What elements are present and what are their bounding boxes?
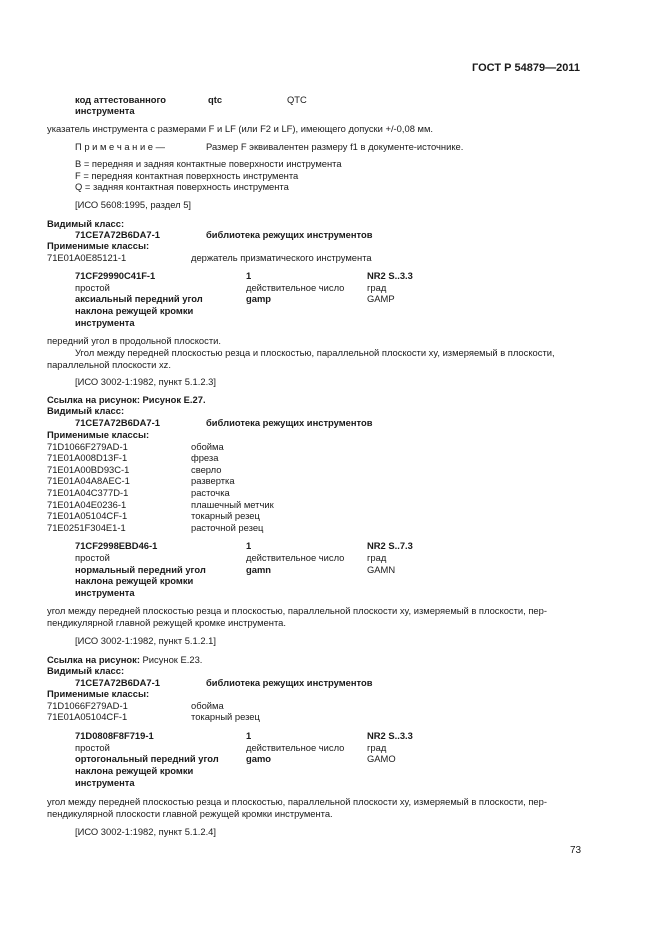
definition: угол между передней плоскостью резца и плоскостью, параллельной плоскости xy, измеряемый в плоскости, пер-	[47, 605, 547, 616]
applicable-class-name: расточной резец	[191, 522, 264, 533]
definition: пендикулярной плоскости главной режущей кромки инструмента.	[47, 808, 333, 819]
property-code: qtc	[208, 94, 223, 105]
property-id: 71D0808F8F719-1	[75, 730, 154, 741]
property-version: 1	[246, 730, 252, 741]
applicable-class-code: 71E01A00BD93C-1	[47, 464, 130, 475]
applicable-class-code: 71E0251F304E1-1	[47, 522, 126, 533]
applicable-class-name: токарный резец	[191, 510, 260, 521]
applicable-class-code: 71D1066F279AD-1	[47, 441, 128, 452]
visible-class-label: Видимый класс:	[47, 218, 125, 229]
figure-reference-value: Рисунок Е.23.	[142, 654, 203, 665]
definition: пендикулярной главной режущей кромке инструмента.	[47, 617, 286, 628]
property-version: 1	[246, 540, 252, 551]
applicable-class-code: 71E01A05104CF-1	[47, 711, 128, 722]
unit: град	[367, 742, 387, 753]
applicable-class-name: обойма	[191, 441, 224, 452]
property-symbol: GAMN	[367, 564, 396, 575]
property-id: 71CF2998EBD46-1	[75, 540, 158, 551]
property-name: инструмента	[75, 105, 135, 116]
applicable-class-code: 71D1066F279AD-1	[47, 700, 128, 711]
applicable-class-name: развертка	[191, 475, 235, 486]
property-reference: NR2 S..3.3	[367, 270, 413, 281]
page-number: 73	[570, 845, 582, 856]
visible-class-code: 71CE7A72B6DA7-1	[75, 417, 160, 428]
visible-class-code: 71CE7A72B6DA7-1	[75, 677, 160, 688]
unit: град	[367, 552, 387, 563]
unit: град	[367, 282, 387, 293]
option-line: Q = задняя контактная поверхность инструмента	[75, 181, 289, 192]
visible-class-label: Видимый класс:	[47, 665, 125, 676]
applicable-classes-label: Применимые классы:	[47, 240, 150, 251]
definition: параллельной плоскости xz.	[47, 359, 171, 370]
applicable-class-code: 71E01A04E0236-1	[47, 499, 127, 510]
applicable-class-name: фреза	[191, 452, 219, 463]
property-code: gamo	[246, 753, 272, 764]
definition: Угол между передней плоскостью резца и плоскостью, параллельной плоскости xy, измеряемый в плоскости,	[75, 347, 555, 358]
figure-reference-value: Рисунок Е.27.	[142, 394, 206, 405]
applicable-class-code: 71E01A04A8AEC-1	[47, 475, 130, 486]
source-reference: [ИСО 5608:1995, раздел 5]	[75, 199, 192, 210]
property-name: ортогональный передний угол	[75, 753, 219, 764]
property-reference: NR2 S..7.3	[367, 540, 413, 551]
applicable-class-name: токарный резец	[191, 711, 260, 722]
property-code: gamn	[246, 564, 272, 575]
visible-class-label: Видимый класс:	[47, 405, 125, 416]
figure-reference-label: Ссылка на рисунок:	[47, 394, 140, 405]
definition: угол между передней плоскостью резца и плоскостью, параллельной плоскости xy, измеряемый в плоскости, пер-	[47, 796, 547, 807]
source-reference: [ИСО 3002-1:1982, пункт 5.1.2.1]	[75, 635, 216, 646]
applicable-classes-label: Применимые классы:	[47, 429, 150, 440]
property-id: 71CF29990C41F-1	[75, 270, 156, 281]
data-type: простой	[75, 742, 110, 753]
visible-class-code: 71CE7A72B6DA7-1	[75, 229, 160, 240]
visible-class-name: библиотека режущих инструментов	[206, 417, 373, 428]
property-name: код аттестованного	[75, 94, 167, 105]
note-text: Размер F эквивалентен размеру f1 в документе-источнике.	[206, 141, 464, 152]
value-type: действительное число	[246, 552, 345, 563]
applicable-class-name: сверло	[191, 464, 222, 475]
property-name: наклона режущей кромки	[75, 305, 194, 316]
definition: передний угол в продольной плоскости.	[47, 335, 221, 346]
property-name: наклона режущей кромки	[75, 575, 194, 586]
applicable-class-code: 71E01A0E85121-1	[47, 252, 127, 263]
value-type: действительное число	[246, 282, 345, 293]
property-name: инструмента	[75, 777, 135, 788]
option-line: F = передняя контактная поверхность инструмента	[75, 170, 299, 181]
property-name: аксиальный передний угол	[75, 293, 203, 304]
value-type: действительное число	[246, 742, 345, 753]
property-name: инструмента	[75, 587, 135, 598]
property-code: gamp	[246, 293, 272, 304]
applicable-class-name: держатель призматического инструмента	[191, 252, 372, 263]
property-symbol: QTC	[287, 94, 307, 105]
applicable-classes-label: Применимые классы:	[47, 688, 150, 699]
applicable-class-name: плашечный метчик	[191, 499, 274, 510]
applicable-class-code: 71E01A05104CF-1	[47, 510, 128, 521]
applicable-class-code: 71E01A008D13F-1	[47, 452, 128, 463]
data-type: простой	[75, 282, 110, 293]
document-header: ГОСТ Р 54879—2011	[472, 62, 580, 74]
visible-class-name: библиотека режущих инструментов	[206, 677, 373, 688]
note-label: П р и м е ч а н и е —	[75, 141, 165, 152]
applicable-class-code: 71E01A04C377D-1	[47, 487, 129, 498]
definition: указатель инструмента с размерами F и LF (или F2 и LF), имеющего допуски +/-0,08 мм.	[47, 123, 434, 134]
property-symbol: GAMP	[367, 293, 395, 304]
option-line: B = передняя и задняя контактные поверхности инструмента	[75, 158, 342, 169]
property-symbol: GAMO	[367, 753, 396, 764]
visible-class-name: библиотека режущих инструментов	[206, 229, 373, 240]
applicable-class-name: расточка	[191, 487, 230, 498]
source-reference: [ИСО 3002-1:1982, пункт 5.1.2.3]	[75, 376, 216, 387]
applicable-class-name: обойма	[191, 700, 224, 711]
property-name: нормальный передний угол	[75, 564, 206, 575]
property-reference: NR2 S..3.3	[367, 730, 413, 741]
data-type: простой	[75, 552, 110, 563]
property-name: наклона режущей кромки	[75, 765, 194, 776]
property-name: инструмента	[75, 317, 135, 328]
source-reference: [ИСО 3002-1:1982, пункт 5.1.2.4]	[75, 826, 216, 837]
property-version: 1	[246, 270, 252, 281]
figure-reference-label: Ссылка на рисунок:	[47, 654, 140, 665]
